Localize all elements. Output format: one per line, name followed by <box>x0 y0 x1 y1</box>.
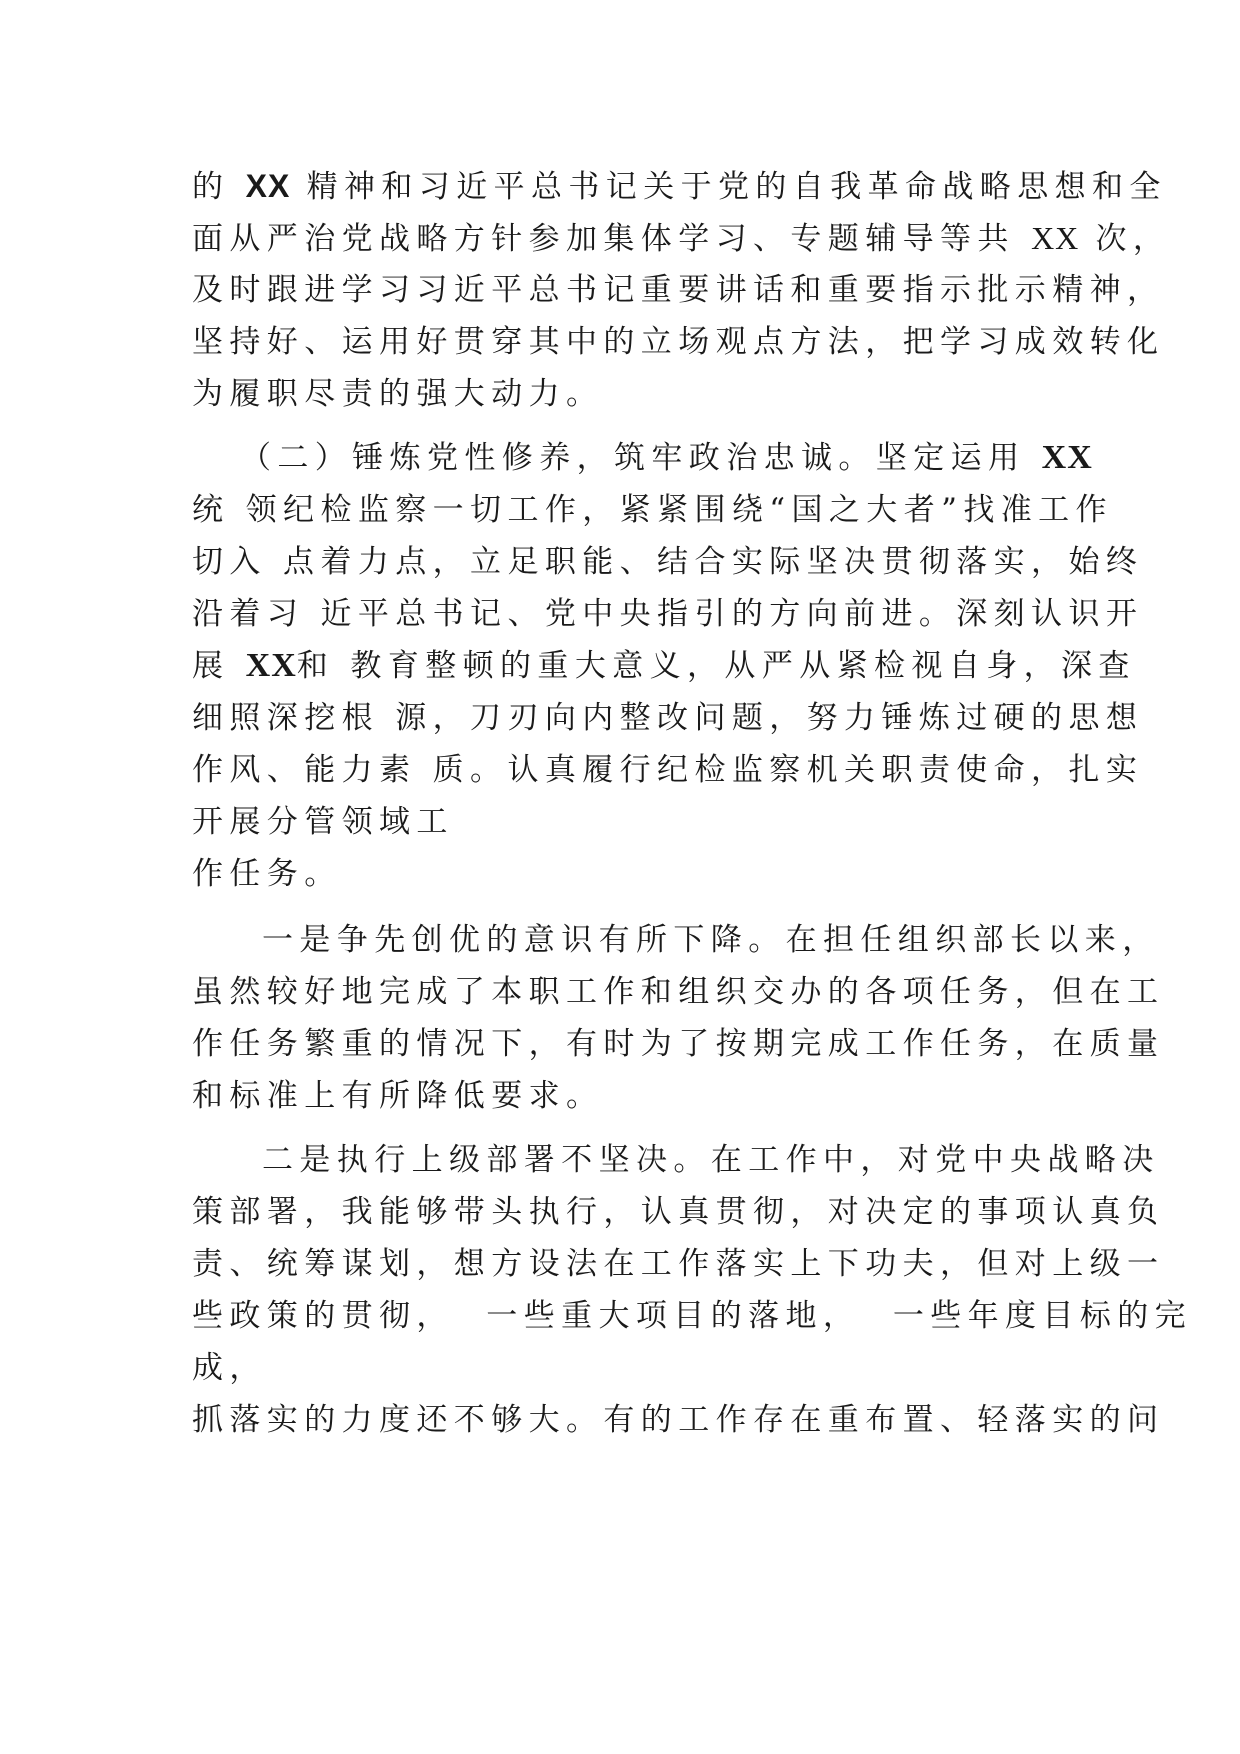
placeholder-xx: XX <box>1031 220 1080 256</box>
paragraph-2-line-2: 统 领纪检监察一切工作，紧紧围绕“国之大者”找准工作 <box>192 492 1113 528</box>
text-run: 次， <box>1079 221 1171 257</box>
paragraph-1-line-3: 及时跟进学习习近平总书记重要讲话和重要指示批示精神， <box>192 272 1165 308</box>
paragraph-3-line-4: 和标准上有所降低要求。 <box>192 1078 604 1114</box>
paragraph-2-line-5 <box>192 646 1136 686</box>
paragraph-1-line-1 <box>192 166 1167 207</box>
placeholder-xx: XX <box>245 168 291 204</box>
paragraph-2-line-3: 切入 点着力点，立足职能、结合实际坚决贯彻落实，始终 <box>192 544 1144 580</box>
text-run: 面从严治党战略方针参加集体学习、专题辅导等共 <box>192 221 1032 257</box>
paragraph-1-line-5: 为履职尽责的强大动力。 <box>192 376 604 412</box>
paragraph-2-line-6: 细照深挖根 源，刀刃向内整改问题，努力锤炼过硬的思想 <box>192 700 1144 736</box>
paragraph-1-line-2 <box>192 218 1170 259</box>
paragraph-4-line-4: 些政策的贯彻， 一些重大项目的落地， 一些年度目标的完 <box>192 1298 1193 1334</box>
placeholder-xx: XX <box>1041 439 1093 476</box>
paragraph-4-line-6: 抓落实的力度还不够大。有的工作存在重布置、轻落实的问 <box>192 1402 1165 1438</box>
paragraph-4-line-3: 责、统筹谋划，想方设法在工作落实上下功夫，但对上级一 <box>192 1246 1165 1282</box>
paragraph-2-line-7: 作风、能力素 质。认真履行纪检监察机关职责使命，扎实 <box>192 752 1144 788</box>
text-run: 和 教育整顿的重大意义，从严从紧检视自身，深查 <box>296 648 1136 684</box>
text-run: 的 <box>192 169 246 205</box>
paragraph-3-line-2: 虽然较好地完成了本职工作和组织交办的各项任务，但在工 <box>192 974 1165 1010</box>
placeholder-xx: XX <box>245 647 297 684</box>
paragraph-2-line-1 <box>240 438 1093 478</box>
paragraph-3-line-1: 一是争先创优的意识有所下降。在担任组织部长以来， <box>262 922 1160 958</box>
paragraph-2-line-8: 开展分管领域工 <box>192 804 454 840</box>
paragraph-2-line-4: 沿着习 近平总书记、党中央指引的方向前进。深刻认识开 <box>192 596 1144 632</box>
paragraph-1-line-4: 坚持好、运用好贯穿其中的立场观点方法，把学习成效转化 <box>192 324 1165 360</box>
text-run: 展 <box>192 648 246 684</box>
paragraph-4-line-1: 二是执行上级部署不坚决。在工作中，对党中央战略决 <box>262 1142 1160 1178</box>
text-run: 精神和习近平总书记关于党的自我革命战略思想和全 <box>290 169 1167 205</box>
paragraph-2-line-9: 作任务。 <box>192 856 342 892</box>
paragraph-4-line-2: 策部署，我能够带头执行，认真贯彻，对决定的事项认真负 <box>192 1194 1165 1230</box>
paragraph-4-line-5: 成， <box>192 1350 267 1386</box>
text-run: （二）锤炼党性修养，筑牢政治忠诚。坚定运用 <box>240 440 1042 476</box>
paragraph-3-line-3: 作任务繁重的情况下，有时为了按期完成工作任务，在质量 <box>192 1026 1165 1062</box>
